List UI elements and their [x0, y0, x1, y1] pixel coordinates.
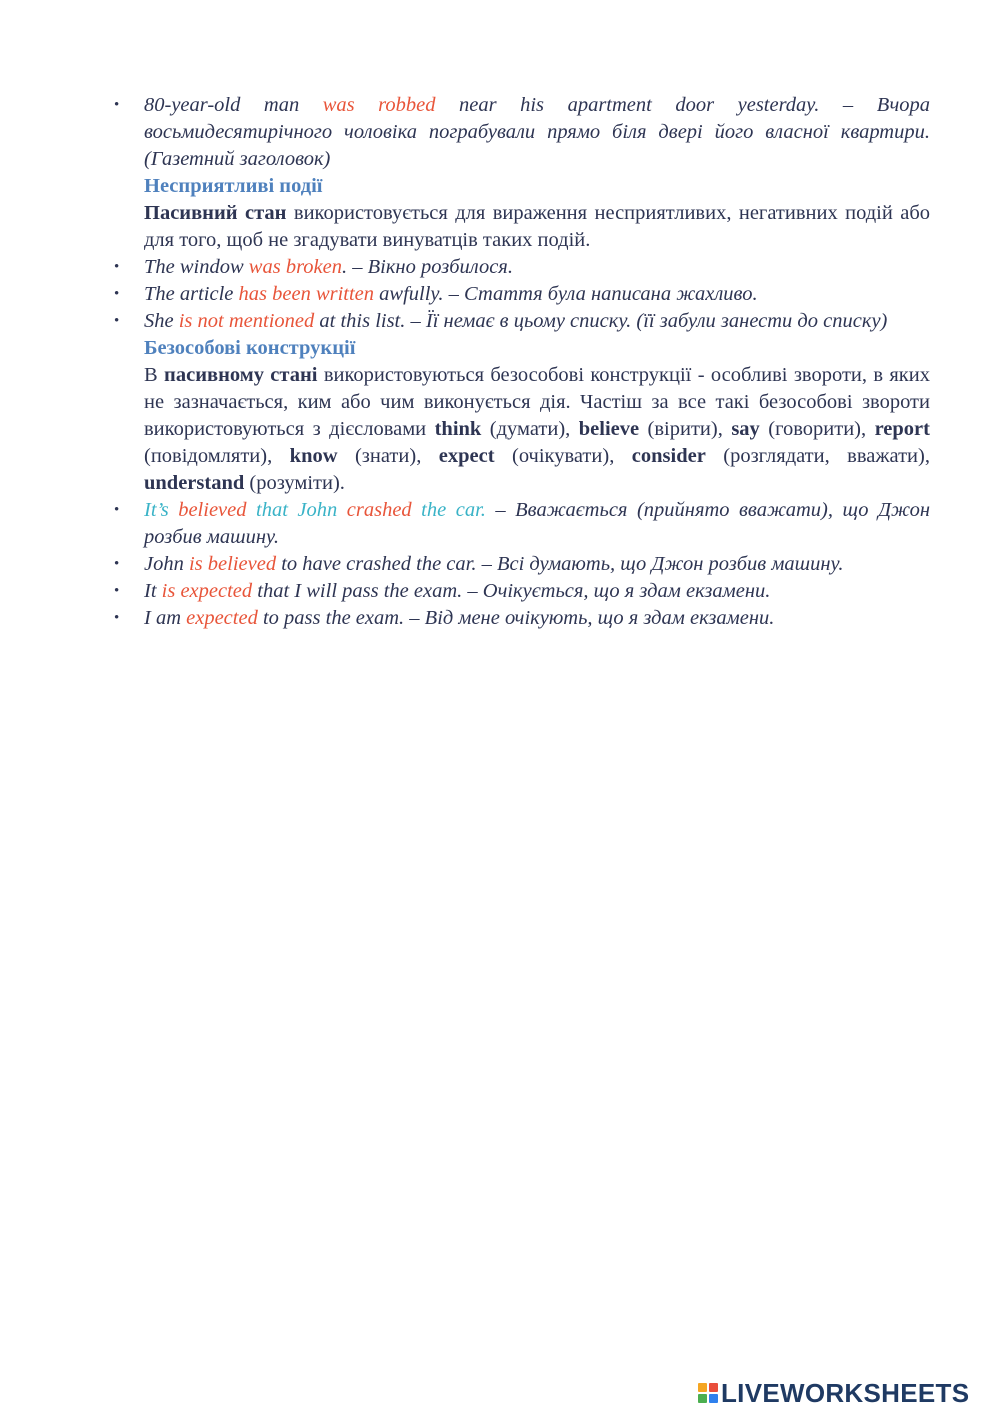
document-body	[110, 92, 930, 632]
paragraph-text: (думати),	[481, 418, 579, 440]
logo-tile	[698, 1383, 707, 1392]
example-item	[110, 92, 930, 173]
logo-tile	[698, 1394, 707, 1403]
logo-mark-icon	[698, 1383, 718, 1403]
example-item	[110, 578, 930, 605]
section-paragraph-adverse-events	[110, 200, 930, 254]
passive-verb-highlight: believed	[178, 499, 247, 521]
section-heading-adverse-events: Несприятливі події	[144, 175, 323, 197]
bold-term: consider	[631, 445, 706, 467]
example-text: that I will pass the exam. – Очікується, що я здам екзамени.	[252, 580, 771, 602]
section-heading-impersonal: Безособові конструкції	[144, 337, 356, 359]
section-paragraph-impersonal	[110, 362, 930, 497]
example-text: . – Вікно розбилося.	[342, 256, 513, 278]
bold-term: expect	[438, 445, 495, 467]
example-text: at this list. – Її немає в цьому списку. (її забули занести до списку)	[314, 310, 888, 332]
example-text: It	[144, 580, 162, 602]
logo-tile	[709, 1394, 718, 1403]
example-text: She	[144, 310, 179, 332]
example-list-3	[110, 497, 930, 632]
bold-term: say	[731, 418, 760, 440]
example-text: The article	[144, 283, 239, 305]
example-list-1	[110, 92, 930, 173]
passive-verb-highlight: was broken	[248, 256, 342, 278]
example-text: John	[144, 553, 189, 575]
bold-term: understand	[144, 472, 245, 494]
logo-text: LIVEWORKSHEETS	[721, 1377, 970, 1408]
example-item	[110, 551, 930, 578]
paragraph-text: (повідомляти),	[144, 445, 290, 467]
example-text: to have crashed the car. – Всі думають, що Джон розбив машину.	[276, 553, 844, 575]
example-text: – Вважається (прийнято вважати), що Джон розбив машину.	[144, 499, 930, 548]
paragraph-text: використовуються безособові конструкції - особливі звороти, в яких не зазначається, ким або чим виконується дія. Частіш за все такі безособові звороти використовуються з дієсловами	[144, 364, 930, 440]
highlighted-text: It’s	[144, 499, 179, 521]
example-text: awfully. – Стаття була написана жахливо.	[374, 283, 758, 305]
bold-term: report	[874, 418, 930, 440]
passive-verb-highlight: is not mentioned	[178, 310, 315, 332]
passive-verb-highlight: is expected	[161, 580, 253, 602]
passive-verb-highlight: has been written	[238, 283, 375, 305]
example-item	[110, 281, 930, 308]
bold-term: know	[289, 445, 338, 467]
example-item	[110, 497, 930, 551]
highlighted-text: that John	[246, 499, 347, 521]
passive-verb-highlight: is believed	[188, 553, 277, 575]
paragraph-text: (розглядати, вважати),	[705, 445, 930, 467]
paragraph-text: (вірити),	[639, 418, 732, 440]
bold-term: Пасивний стан	[144, 202, 287, 224]
passive-verb-highlight: expected	[186, 607, 258, 629]
example-list-2	[110, 254, 930, 335]
liveworksheets-logo	[698, 1378, 969, 1408]
paragraph-text: використовується для вираження несприятливих, негативних подій або для того, щоб не згадувати винуватців таких подій.	[144, 202, 931, 251]
passive-verb-highlight: crashed	[346, 499, 412, 521]
example-text: to pass the exam. – Від мене очікують, що я здам екзамени.	[257, 607, 775, 629]
bold-term: believe	[578, 418, 640, 440]
bold-term: пасивному стані	[164, 364, 318, 386]
example-item	[110, 605, 930, 632]
paragraph-text: В	[144, 364, 165, 386]
paragraph-text: (очікувати),	[494, 445, 632, 467]
example-text: The window	[144, 256, 249, 278]
bold-term: think	[434, 418, 482, 440]
highlighted-text: the car.	[411, 499, 486, 521]
paragraph-text: (знати),	[337, 445, 439, 467]
passive-verb-highlight: was robbed	[322, 94, 436, 116]
example-item	[110, 254, 930, 281]
paragraph-text: (розуміти).	[244, 472, 345, 494]
logo-tile	[709, 1383, 718, 1392]
example-text: I am	[144, 607, 187, 629]
example-text: near his apartment door yesterday. – Вчора восьмидесятирічного чоловіка пограбували прямо біля двері його власної квартири. (Газетний заголовок)	[144, 94, 931, 170]
example-text: 80-year-old man	[144, 94, 323, 116]
example-item	[110, 308, 930, 335]
paragraph-text: (говорити),	[759, 418, 875, 440]
